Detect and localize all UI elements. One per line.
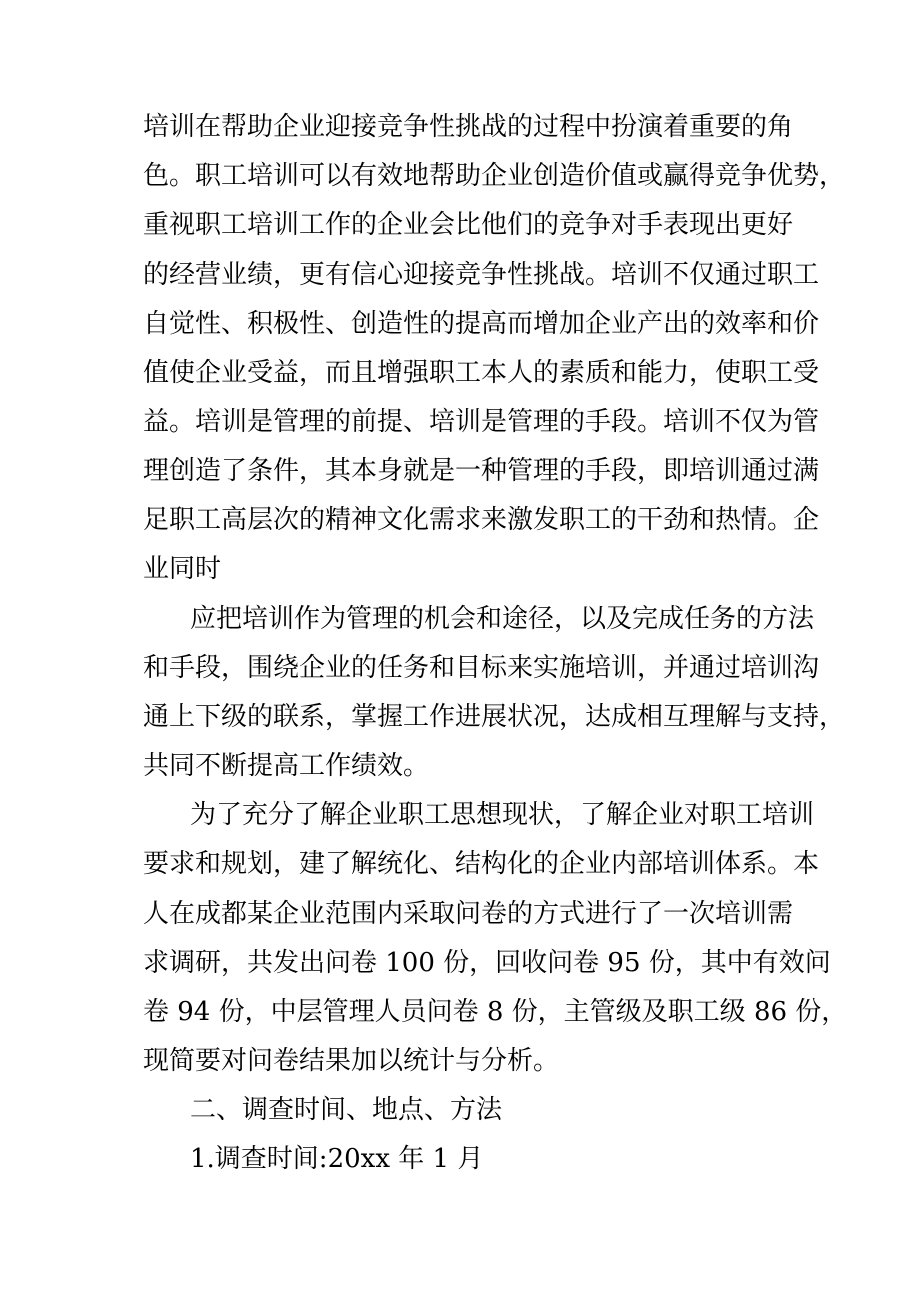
paragraph-3-line-6: 现简要对问卷结果加以统计与分析。 (143, 1046, 560, 1076)
paragraph-3-line-1: 为了充分了解企业职工思想现状，了解企业对职工培训 (190, 800, 815, 830)
section-heading: 二、调查时间、地点、方法 (190, 1095, 503, 1125)
paragraph-1-line-4: 的经营业绩，更有信心迎接竞争性挑战。培训不仅通过职工 (143, 260, 820, 290)
paragraph-3-line-3: 人在成都某企业范围内采取问卷的方式进行了一次培训需 (143, 899, 794, 929)
paragraph-3-line-4: 求调研，共发出问卷 100 份，回收问卷 95 份，其中有效问 (143, 948, 831, 978)
paragraph-1-line-2: 色。职工培训可以有效地帮助企业创造价值或赢得竞争优势， (143, 161, 846, 191)
paragraph-1-line-7: 益。培训是管理的前提、培训是管理的手段。培训不仅为管 (143, 407, 820, 437)
paragraph-3-line-5: 卷 94 份，中层管理人员问卷 8 份，主管级及职工级 86 份， (143, 997, 848, 1027)
list-item-survey-time: 1.调查时间:20xx 年 1 月 (190, 1144, 484, 1174)
paragraph-2-line-2: 和手段，围绕企业的任务和目标来实施培训，并通过培训沟 (143, 653, 820, 683)
paragraph-1-line-5: 自觉性、积极性、创造性的提高而增加企业产出的效率和价 (143, 309, 820, 339)
paragraph-1-line-6: 值使企业受益，而且增强职工本人的素质和能力，使职工受 (143, 358, 820, 388)
paragraph-1-line-10: 业同时 (143, 554, 222, 584)
paragraph-2-line-4: 共同不断提高工作绩效。 (143, 751, 430, 781)
paragraph-3-line-2: 要求和规划，建了解统化、结构化的企业内部培训体系。本 (143, 849, 820, 879)
paragraph-1-line-1: 培训在帮助企业迎接竞争性挑战的过程中扮演着重要的角 (143, 112, 794, 142)
paragraph-1-line-8: 理创造了条件，其本身就是一种管理的手段，即培训通过满 (143, 456, 820, 486)
paragraph-2-line-3: 通上下级的联系，掌握工作进展状况，达成相互理解与支持， (143, 702, 846, 732)
paragraph-2-line-1: 应把培训作为管理的机会和途径，以及完成任务的方法 (190, 604, 815, 634)
paragraph-1-line-3: 重视职工培训工作的企业会比他们的竞争对手表现出更好 (143, 210, 794, 240)
paragraph-1-line-9: 足职工高层次的精神文化需求来激发职工的干劲和热情。企 (143, 505, 820, 535)
